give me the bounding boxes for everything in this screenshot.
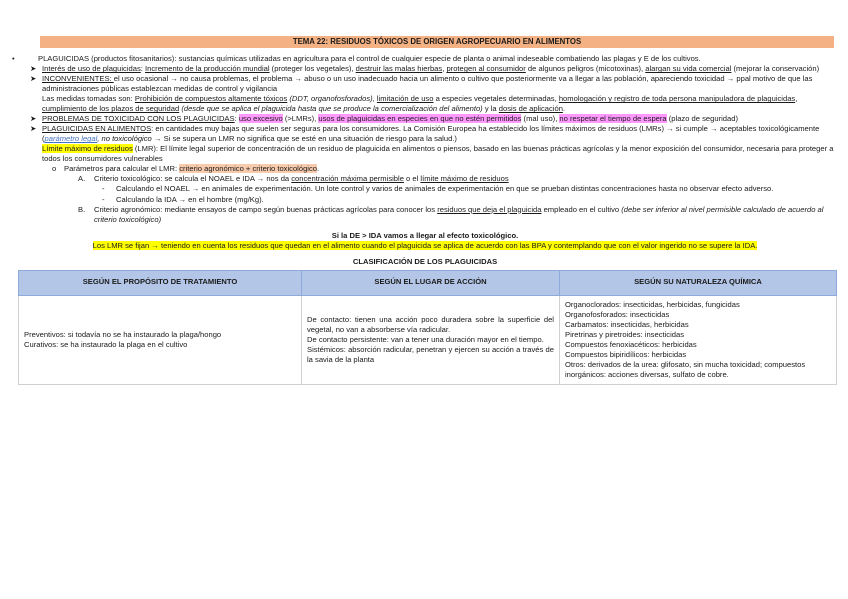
text-fragment: (mejorar la conservación) bbox=[731, 64, 820, 74]
text-fragment: . bbox=[317, 164, 320, 174]
table-row bbox=[19, 295, 837, 384]
text-fragment: y la bbox=[482, 104, 499, 114]
interes-label: Interés de uso de plaguicidas bbox=[42, 64, 141, 74]
italic-text: , no toxicológico bbox=[97, 134, 152, 144]
problemas-label: PROBLEMAS DE TOXICIDAD CON LOS PLAGUICIDAS bbox=[42, 114, 235, 124]
cell-text: Compuestos bipiridílicos: herbicidas bbox=[565, 349, 687, 359]
highlighted-text: criterio agronómico + criterio toxicológico bbox=[179, 164, 318, 174]
plaguicidas-paragraph bbox=[12, 54, 838, 64]
arrow-bullet-icon: ➤ bbox=[30, 124, 37, 134]
underlined-text: residuos que deja el plaguicida bbox=[437, 204, 542, 214]
underlined-text: protegen al consumidor bbox=[446, 64, 526, 74]
text-fragment: (>LMRs), bbox=[282, 114, 319, 124]
cell-text: De contacto: tienen una acción poco duradera sobre la superficie del vegetal, no van a absorberse vía radicular. bbox=[307, 314, 554, 334]
highlighted-text: Límite máximo de residuos bbox=[42, 144, 133, 154]
cell-text: Preventivos: si todavía no se ha instaurado la plaga/hongo bbox=[24, 329, 222, 339]
underlined-text: dosis de aplicación bbox=[498, 104, 563, 114]
list-marker: - bbox=[102, 184, 105, 194]
clasificacion-title: CLASIFICACIÓN DE LOS PLAGUICIDAS bbox=[352, 256, 498, 266]
underlined-text: Incremento de la producción mundial bbox=[145, 64, 270, 74]
cell-text: Curativos: se ha instaurado la plaga en el cultivo bbox=[24, 339, 188, 349]
table-header-cell: SEGÚN EL PROPÓSITO DE TRATAMIENTO bbox=[19, 270, 302, 295]
plaguicidas-term: PLAGUICIDAS bbox=[38, 54, 90, 64]
text-fragment: : bbox=[140, 64, 146, 74]
text-fragment: : en cantidades muy bajas que suelen ser seguras para los consumidores. La Comisión Europea ha establecido los límites máximos de residuos (LMRs) → si cumple → aceptables toxicológicamente ( bbox=[42, 124, 820, 144]
table-cell-naturaleza bbox=[560, 295, 837, 384]
list-marker: o bbox=[52, 164, 57, 174]
lmr-fijan-statement bbox=[12, 241, 838, 251]
italic-text: (desde que se aplica el plaguicida hasta que se produce la comercialización del alimento) bbox=[179, 104, 483, 114]
si-de-statement: Si la DE > IDA vamos a llegar al efecto toxicológico. bbox=[331, 230, 519, 240]
text-fragment: o el bbox=[403, 174, 421, 184]
cell-text: Compuestos fenoxiacéticos: herbicidas bbox=[565, 339, 697, 349]
medidas-paragraph bbox=[12, 94, 838, 114]
underlined-text: concentración máxima permisible bbox=[291, 174, 404, 184]
inconvenientes-item bbox=[12, 74, 838, 94]
text-fragment: : bbox=[234, 114, 239, 124]
highlighted-text: uso excesivo bbox=[238, 114, 283, 124]
table-cell-proposito bbox=[19, 295, 302, 384]
underlined-text: Prohibición de compuestos altamente tóxicos bbox=[134, 94, 288, 104]
list-marker: A. bbox=[78, 174, 86, 184]
arrow-bullet-icon: ➤ bbox=[30, 64, 37, 74]
criterio-agronomico-item bbox=[12, 205, 838, 225]
text-fragment: Calculando el NOAEL → en animales de experimentación. Un lote control y varios de animales de experimentación en que se prueban distintas concentraciones hasta no observar efecto adverso. bbox=[116, 184, 774, 194]
arrow-bullet-icon: ➤ bbox=[30, 114, 37, 124]
table-header-row bbox=[19, 270, 837, 295]
lmr-definition bbox=[12, 144, 838, 164]
text-fragment: , bbox=[442, 64, 447, 74]
underlined-text: homologación y registro de toda persona manipuladora de plaguicidas bbox=[558, 94, 796, 104]
inconvenientes-label: INCONVENIENTES: bbox=[42, 74, 114, 84]
text-fragment: (proteger los vegetales), bbox=[269, 64, 356, 74]
text-fragment: → Si se supera un LMR no significa que se esté en una situación de riesgo para la salud.) bbox=[151, 134, 457, 144]
highlighted-text: usos de plaguicidas en especies en que no estén permitidos bbox=[318, 114, 522, 124]
linked-text: parámetro legal bbox=[44, 134, 98, 144]
cell-text: Organofosforados: insecticidas bbox=[565, 309, 670, 319]
underlined-text: límite máximo de residuos bbox=[420, 174, 509, 184]
bullet-marker: • bbox=[12, 54, 15, 64]
cell-text: Otros: derivados de la urea: glifosato, sin mucha toxicidad; compuestos inorgánicos: acciones diversas, sulfato de cobre. bbox=[565, 359, 806, 379]
highlighted-text: no respetar el tiempo de espera bbox=[559, 114, 667, 124]
italic-text: (debe ser inferior al nivel permisible calculado de acuerdo al criterio toxicológico) bbox=[94, 204, 824, 224]
underlined-text: limitación de uso bbox=[376, 94, 434, 104]
cell-text: Carbamatos: insecticidas, herbicidas bbox=[565, 319, 689, 329]
list-marker: - bbox=[102, 194, 105, 204]
text-fragment: Criterio agronómico: mediante ensayos de campo según buenas prácticas agrícolas para conocer los bbox=[94, 204, 438, 214]
cell-text: Sistémicos: absorción radicular, penetran y ejercen su acción a través de la savia de la planta bbox=[307, 344, 554, 364]
text-fragment: (LMR): El límite legal superior de concentración de un residuo de plaguicida en alimentos o piensos, basado en las buenas prácticas agrícolas y la menor exposición del consumidor, necesaria para proteger a todos los consumidores vulnerables bbox=[42, 144, 834, 164]
cell-text: Piretrinas y piretroides: insecticidas bbox=[565, 329, 685, 339]
text-fragment: (mal uso), bbox=[521, 114, 560, 124]
text-fragment: (plazo de seguridad) bbox=[666, 114, 738, 124]
inconvenientes-text: el uso ocasional → no causa problemas, el problema → abuso o un uso inadecuado hacia un alimento o cultivo que posteriormente va a llegar a las población, apareciendo toxicidad → ppal motivo de que las administraciones públicas establezcan medidas de control y vigilancia bbox=[42, 74, 813, 94]
text-fragment: a especies vegetales determinadas, bbox=[433, 94, 559, 104]
text-fragment: de algunos peligros (micotoxinas), bbox=[525, 64, 646, 74]
text-fragment: empleado en el cultivo bbox=[541, 204, 622, 214]
alimentos-item bbox=[12, 124, 838, 144]
alimentos-label: PLAGUICIDAS EN ALIMENTOS bbox=[42, 124, 152, 134]
italic-text: (DDT, organofosforados), bbox=[287, 94, 377, 104]
table-cell-lugar bbox=[302, 295, 560, 384]
underlined-text: alargan su vida comercial bbox=[645, 64, 732, 74]
interes-item bbox=[12, 64, 838, 74]
ida-item bbox=[12, 195, 838, 205]
text-fragment: . bbox=[562, 104, 566, 114]
document-title: TEMA 22: RESIDUOS TÓXICOS DE ORIGEN AGROPECUARIO EN ALIMENTOS bbox=[40, 36, 834, 48]
underlined-text: cumplimiento de los plazos de seguridad bbox=[42, 104, 180, 114]
highlighted-text: Los LMR se fijan → teniendo en cuenta los residuos que quedan en el alimento cuando el plaguicida se aplica de acuerdo con las BPA y contemplando que con el valor ingerido no se supere la IDA. bbox=[92, 240, 758, 250]
cell-text: Organoclorados: insecticidas, herbicidas, fungicidas bbox=[565, 299, 740, 309]
text-fragment: , bbox=[795, 94, 798, 104]
parametros-item bbox=[12, 164, 838, 174]
arrow-bullet-icon: ➤ bbox=[30, 74, 37, 84]
text-fragment: Parámetros para calcular el LMR: bbox=[64, 164, 180, 174]
criterio-toxicologico-item bbox=[12, 174, 838, 184]
plaguicidas-definition: (productos fitosanitarios): sustancias químicas utilizadas en agricultura para el control de cualquier especie de planta o animal indeseable combatiendo las plagas y E de los cultivos. bbox=[89, 54, 701, 64]
list-marker: B. bbox=[78, 204, 86, 214]
document-page bbox=[12, 36, 838, 385]
table-header-cell: SEGÚN SU NATURALEZA QUÍMICA bbox=[560, 270, 837, 295]
text-fragment: Las medidas tomadas son: bbox=[42, 94, 135, 104]
problemas-item bbox=[12, 114, 838, 124]
noael-item bbox=[12, 184, 838, 194]
cell-text: De contacto persistente: van a tener una duración mayor en el tiempo. bbox=[307, 334, 544, 344]
clasificacion-table bbox=[18, 270, 837, 385]
table-header-cell: SEGÚN EL LUGAR DE ACCIÓN bbox=[302, 270, 560, 295]
text-fragment: Criterio toxicológico: se calcula el NOAEL e IDA → nos da bbox=[94, 174, 292, 184]
underlined-text: destruir las malas hierbas bbox=[355, 64, 443, 74]
text-fragment: Calculando la IDA → en el hombre (mg/Kg). bbox=[116, 194, 264, 204]
